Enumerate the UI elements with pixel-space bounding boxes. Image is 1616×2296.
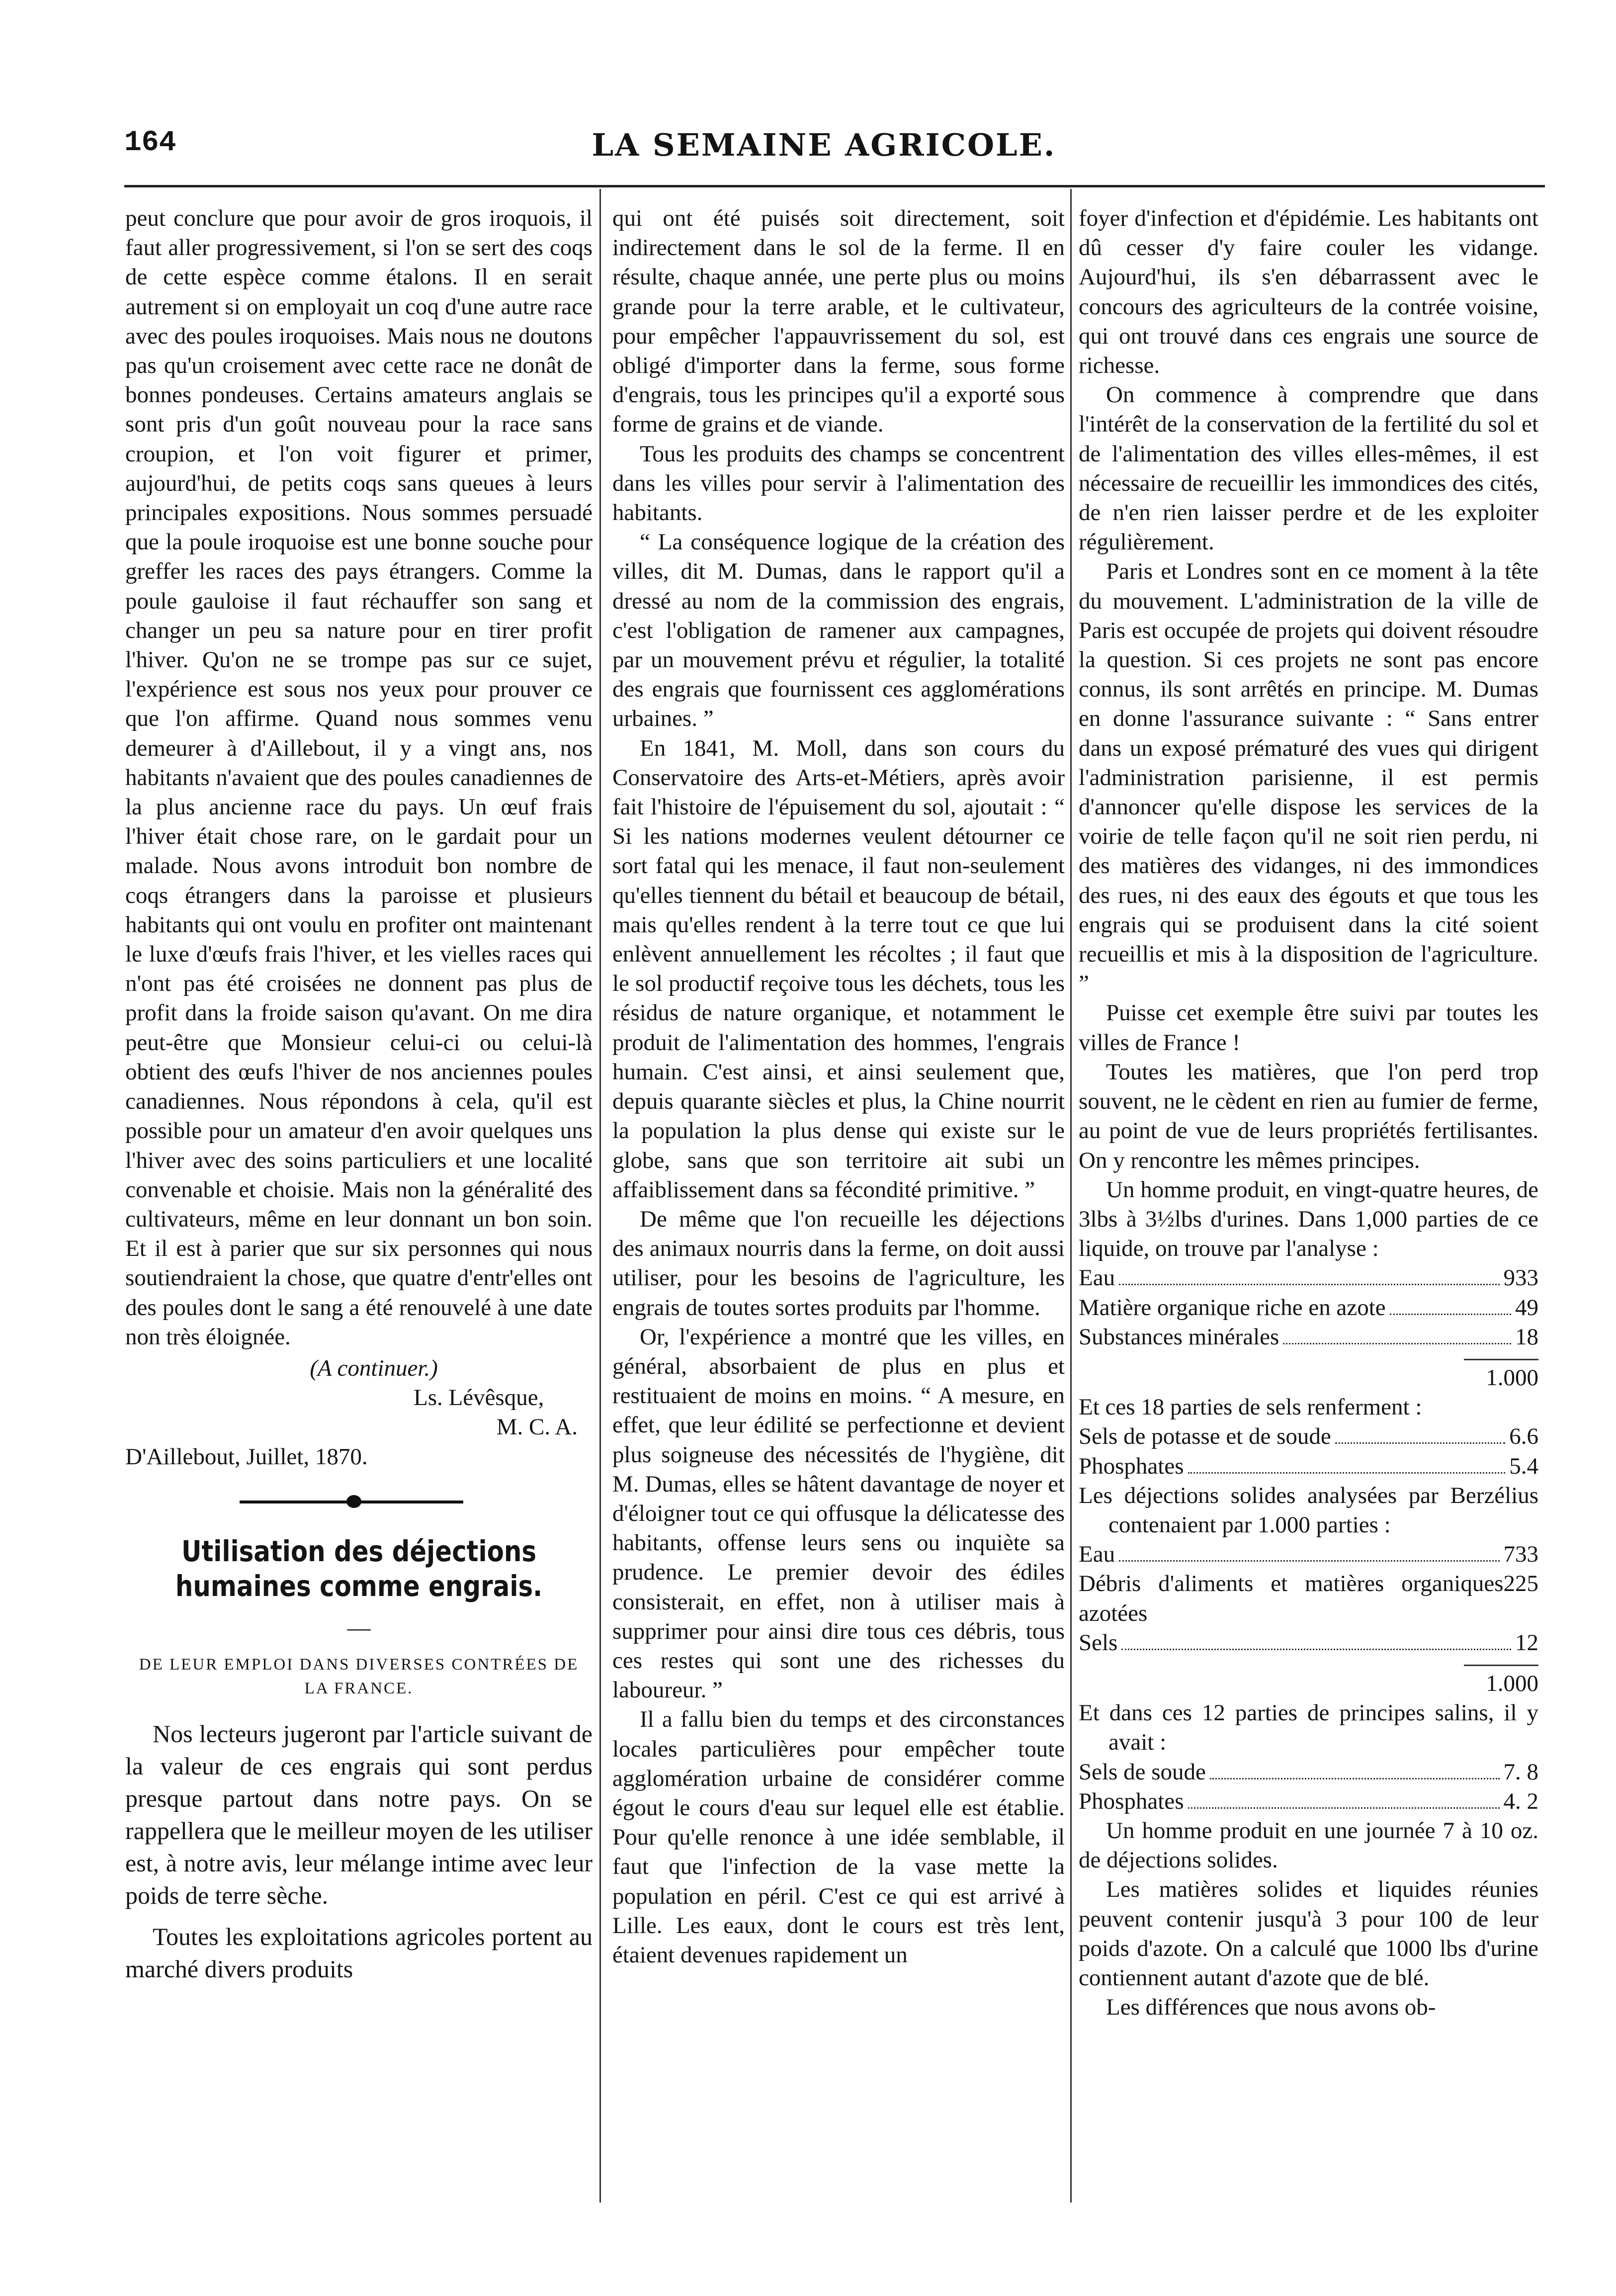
paragraph: On commence à comprendre que dans l'intérêt de la conservation de la fertilité du sol et de l'alimentation des villes elles-mêmes, il est nécessaire de recueillir les immondices des cités, de n'en rien laisser perdre et de les exploiter régulièrement. [1079,382,1538,555]
table-value: 733 [1503,1541,1538,1568]
total-rule [1464,1359,1538,1360]
paragraph: Un homme produit, en vingt-quatre heures, de 3lbs à 3½lbs d'urines. Dans 1,000 parties de ce liquide, on trouve par l'analyse : [1079,1176,1538,1262]
table-value: 12 [1515,1629,1538,1656]
table-label: Débris d'aliments et matières organiques azotées [1079,1571,1504,1626]
paragraph: Tous les produits des champs se concentrent dans les villes pour servir à l'alimentation des habitants. [612,441,1065,526]
page-header [124,127,1524,172]
paragraph: foyer d'infection et d'épidémie. Les habitants ont dû cesser d'y faire couler les vidange. Aujourd'hui, ils s'en débarrassent avec le concours des agriculteurs de la contrée voisine, qui ont trouvé dans ces engrais une source de richesse. [1079,205,1538,379]
table-value: 4. 2 [1503,1788,1538,1814]
salts-table [1079,1422,1538,1481]
table-value: 49 [1515,1294,1538,1321]
table-row [1079,1293,1538,1323]
table-row [1079,1628,1538,1658]
table-intro: Les déjections solides analysées par Berzélius contenaient par 1.000 parties : [1079,1482,1538,1538]
column-divider [1070,189,1072,2203]
paragraph: De même que l'on recueille les déjections des animaux nourris dans la ferme, on doit aussi utiliser, pour les besoins de l'agriculture, les engrais de toutes sortes produits par l'homme. [612,1206,1065,1321]
table-row [1079,1323,1538,1352]
table-value: 18 [1515,1324,1538,1350]
article-title: Utilisation des déjections humaines comme engrais. [175,1534,543,1603]
column-divider [599,189,601,2203]
table-row [1079,1758,1538,1787]
paragraph: Nos lecteurs jugeront par l'article suivant de la valeur de ces engrais qui sont perdus presque partout dans notre pays. On se rappellera que le meilleur moyen de les utiliser est, à notre avis, leur mélange intime avec leur poids de terre sèche. [125,1719,593,1909]
header-rule [124,185,1545,187]
paragraph: peut conclure que pour avoir de gros iroquois, il faut aller progressivement, si l'on se sert des coqs de cette espèce comme étalons. Il en serait autrement si on employait un coq d'une autre race avec des poules iroquoises. Mais nous ne doutons pas qu'un croisement avec cette race ne donât de bonnes pondeuses. Certains amateurs anglais se sont pris d'un goût nouveau pour la race sans croupion, et l'on voit figurer et primer, aujourd'hui, de petits coqs sans queues à leurs principales expositions. Nous sommes persuadé que la poule iroquoise est une bonne souche pour greffer les races des pays étrangers. Comme la poule gauloise il faut réchauffer son sang et changer un peu sa nature pour en tirer profit l'hiver. Qu'on ne se trompe pas sur ce sujet, l'expérience est sous nos yeux pour prouver ce que l'on affirme. Quand nous sommes venu demeurer à d'Aillebout, il y a vingt ans, nos habitants n'avaient que des poules canadiennes de la plus ancienne race du pays. Un œuf frais l'hiver était chose rare, on le gardait pour un malade. Nous avons introduit bon nombre de coqs étrangers dans la paroisse et plusieurs habitants qui ont voulu en profiter ont maintenant le luxe d'œufs frais l'hiver, et les vielles races qui n'ont pas été croisées ne donnent pas plus de profit dans la froide saison qu'avant. On me dira peut-être que Monsieur celui-ci ou celui-là obtient des œufs l'hiver de nos anciennes poules canadiennes. Nous répondons à cela, qu'il est possible pour un amateur d'en avoir quelques uns l'hiver avec des soins particuliers et une localité convenable et choisie. Mais non la généralité des cultivateurs, même en leur donnant un bon soin. Et il est à parier que sur six personnes qui nous soutiendraient la chose, que quatre d'entr'elles ont des poules dont le sang a été renouvelé à une date non très éloignée. [125,205,593,1350]
table-value: 6.6 [1509,1423,1538,1450]
paragraph: Puisse cet exemple être suivi par toutes les villes de France ! [1079,1000,1538,1056]
solids-analysis-table [1079,1540,1538,1698]
total-rule [1464,1665,1538,1666]
continued-note: (A continuer.) [310,1355,438,1381]
paragraph: Un homme produit en une journée 7 à 10 oz. de déjections solides. [1079,1817,1538,1873]
paragraph: qui ont été puisés soit directement, soit indirectement dans le sol de la ferme. Il en résulte, chaque année, une perte plus ou moins grande pour la terre arable, et le cultivateur, pour empêcher l'appauvrissement du sol, est obligé d'importer dans la ferme, sous forme d'engrais, tous les principes qu'il a exporté sous forme de grains et de viande. [612,205,1065,438]
paragraph: Toutes les exploitations agricoles portent au marché divers produits [125,1922,593,1983]
table-value: 933 [1503,1265,1538,1291]
page-number: 164 [124,127,176,159]
table-label: Eau [1079,1541,1115,1568]
table-label: Substances minérales [1079,1324,1279,1350]
column-1 [125,204,593,1985]
table-total: 1.000 [1486,1670,1538,1696]
paragraph: En 1841, M. Moll, dans son cours du Conservatoire des Arts-et-Métiers, après avoir fait l'histoire de l'épuisement du sol, ajoutait : “ Si les nations modernes veulent détourner ce sort fatal qui les menace, il faut non-seulement qu'elles tiennent du bétail et beaucoup de bétail, mais qu'elles rendent à la terre tout ce que lui enlèvent annuellement les récoltes ; il faut que le sol productif reçoive tous les déchets, tous les résidus de nature organique, et notamment le produit de l'alimentation des hommes, l'engrais humain. C'est ainsi, et ainsi seulement que, depuis quarante siècles et plus, la Chine nourrit la population la plus dense qui existe sur le globe, sans que son territoire ait subi un affaiblissement dans sa fécondité primitive. ” [612,735,1065,1203]
table-total: 1.000 [1486,1364,1538,1391]
table-row [1079,1540,1538,1569]
author-title: M. C. A. [496,1414,578,1440]
paragraph: Toutes les matières, que l'on perd trop souvent, ne le cèdent en rien au fumier de ferme, au point de vue de leurs propriétés fertilisantes. On y rencontre les mêmes principes. [1079,1059,1538,1173]
table-value: 225 [1503,1571,1538,1597]
table-label: Phosphates [1079,1453,1184,1479]
paragraph: “ La conséquence logique de la création des villes, dit M. Dumas, dans le rapport qu'il a dressé au nom de la commission des engrais, c'est l'obligation de ramener aux campagnes, par un mouvement prévu et régulier, la totalité des engrais que fournissent ces agglomérations urbaines. ” [612,529,1065,732]
table-label: Sels de potasse et de soude [1079,1423,1331,1450]
saline-table [1079,1758,1538,1816]
paragraph: Les différences que nous avons ob- [1106,1994,1436,2021]
table-label: Matière organique riche en azote [1079,1294,1386,1321]
table-label: Sels de soude [1079,1759,1206,1785]
table-label: Eau [1079,1265,1115,1291]
table-row [1079,1422,1538,1451]
table-row [1079,1787,1538,1816]
table-label: Phosphates [1079,1788,1184,1814]
table-row [1079,1452,1538,1481]
author-signature: Ls. Lévêsque, [414,1385,544,1411]
article-subtitle: DE LEUR EMPLOI DANS DIVERSES CONTRÉES DE LA FRANCE. [139,1655,579,1697]
paragraph: Il a fallu bien du temps et des circonstances locales particulières pour empêcher toute agglomération urbaine de considérer comme égout le cours d'eau sur lequel elle est établie. Pour qu'elle renonce à une idée semblable, il faut que l'infection de la vase mette la population en péril. C'est ce qui est arrivé à Lille. Les eaux, dont le cours est très lent, étaient devenues rapidement un [612,1706,1065,1968]
paragraph: Les matières solides et liquides réunies peuvent contenir jusqu'à 3 pour 100 de leur poids d'azote. On a calculé que 1000 lbs d'urine contiennent autant d'azote que de blé. [1079,1876,1538,1991]
journal-title: LA SEMAINE AGRICOLE. [592,127,1056,163]
table-value: 7. 8 [1503,1759,1538,1785]
table-intro: Et ces 18 parties de sels renferment : [1079,1394,1422,1420]
paragraph: Or, l'expérience a montré que les villes, en général, absorbaient de plus en plus et restituaient de moins en moins. “ A mesure, en effet, que leur édilité se perfectionne et devient plus soigneuse des nécessités de l'hygiène, dit M. Dumas, elles se hâtent davantage de noyer et d'éloigner tout ce qui offusque la délicatesse des habitants, offense leurs sens ou inquiète sa prudence. Le premier devoir des édiles consisterait, en effet, non à utiliser mais à supprimer pour ainsi dire tous ces débris, tous ces restes qui sont une des richesses du laboureur. ” [612,1324,1065,1703]
urine-analysis-table [1079,1263,1538,1393]
table-value: 5.4 [1509,1453,1538,1479]
table-row [1079,1569,1538,1628]
section-ornament [125,1484,593,1519]
column-3 [1079,204,1538,2022]
table-intro: Et dans ces 12 parties de principes salins, il y avait : [1079,1700,1538,1756]
dateline: D'Aillebout, Juillet, 1870. [125,1443,368,1470]
title-dash: — [347,1614,371,1641]
column-2 [612,204,1065,1970]
table-label: Sels [1079,1629,1118,1656]
paragraph: Paris et Londres sont en ce moment à la tête du mouvement. L'administration de la ville de Paris est occupée de projets qui doivent résoudre la question. Si ces projets ne sont pas encore connus, ils sont arrêtés en principe. M. Dumas en donne l'assurance suivante : “ Sans entrer dans un exposé prématuré des vues qui dirigent l'administration parisienne, il est permis d'annoncer qu'elle dispose les services de la voirie de telle façon qu'il ne soit rien perdu, ni des matières des vidanges, ni des immondices des rues, ni des eaux des égouts et que tous les engrais qui se produisent dans la cité soient recueillis et mis à la disposition de l'agriculture. ” [1079,558,1538,997]
table-row [1079,1263,1538,1293]
